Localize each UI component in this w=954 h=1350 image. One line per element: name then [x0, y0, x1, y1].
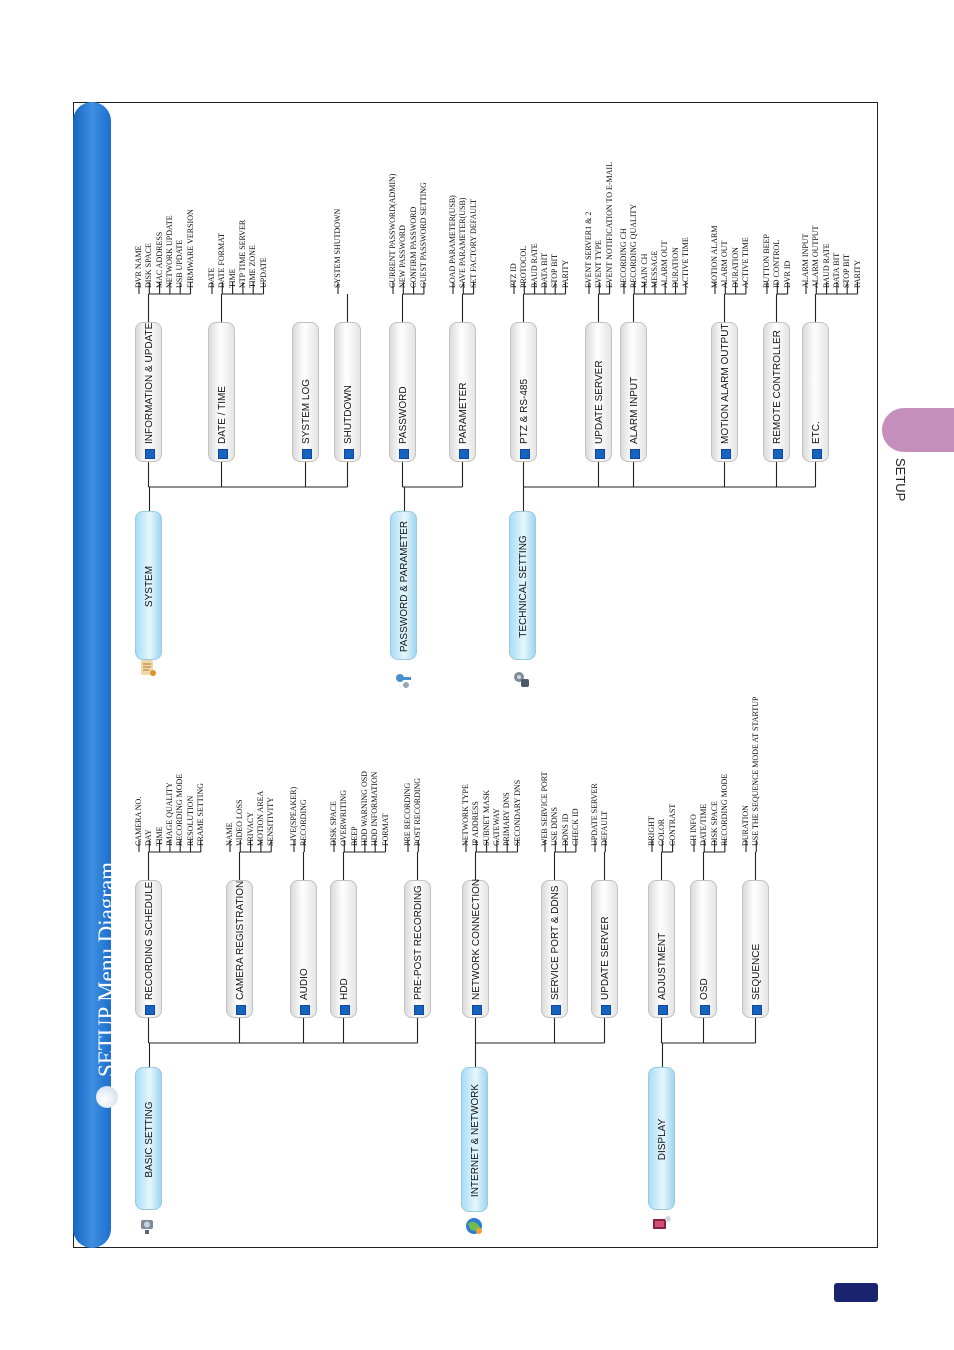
group-service-port-ddns [541, 880, 568, 1018]
leaf-label: MESSAGE [649, 250, 659, 288]
leaf-label: HDD WARNING OSD [359, 771, 369, 846]
group-label: INFORMATION & UPDATE [144, 322, 155, 444]
leaf-label: OVERWRITING [339, 790, 349, 846]
leaf-label: MOTION ALARM [710, 225, 719, 288]
leaf-item [388, 173, 398, 288]
leaf-label: LIVE(SPEAKER) [289, 786, 298, 846]
leaf-item [550, 807, 560, 846]
leaf-item [719, 773, 730, 846]
leaf-label: PRIVACY [245, 811, 255, 846]
leaf-label: ID CONTROL [772, 239, 782, 288]
leaf-label: COLOR [657, 818, 667, 846]
leaf-label: TIME [154, 826, 164, 846]
group-update-server [585, 322, 612, 462]
group-label: DATE / TIME [217, 386, 228, 444]
leaf-label: DVR ID [782, 260, 792, 288]
leaf-label: FRAME SETTING [195, 783, 205, 846]
leaf-label: DATE [207, 267, 216, 288]
group-label: NETWORK CONNECTION [471, 878, 482, 1000]
group-information-update [135, 322, 162, 462]
group-label: PASSWORD [398, 386, 409, 444]
leaf-label: SYSTEM SHUTDOWN [333, 208, 342, 288]
leaf-label: SAVE PARAMETER(USB) [458, 197, 468, 288]
leaf-label: ACTIVE TIME [740, 237, 750, 288]
leaf-item [329, 801, 339, 846]
camera-icon [137, 1214, 159, 1236]
document-icon [137, 657, 159, 679]
leaf-item [195, 783, 206, 846]
leaf-item [134, 796, 144, 846]
leaf-label: POST RECORDING [413, 777, 423, 846]
leaf-item [670, 247, 681, 288]
leaf-item [584, 211, 594, 288]
group-bullet-icon [551, 1005, 561, 1015]
group-label: OSD [699, 978, 710, 1000]
leaf-label: GATEWAY [491, 808, 501, 846]
leaf-label: PRE RECORDING [403, 782, 412, 846]
leaf-label: ALARM OUT [720, 240, 730, 288]
leaf-label: FORMAT [380, 813, 390, 846]
leaf-item [604, 162, 615, 288]
leaf-label: MOTION AREA [255, 790, 265, 846]
leaf-label: STOP BIT [550, 253, 560, 288]
leaf-label: NTP TIME SERVER [237, 219, 247, 288]
leaf-item [144, 243, 154, 288]
leaf-label: NEW PASSWORD [398, 225, 408, 288]
group-bullet-icon [721, 449, 731, 459]
group-ptz-rs-485 [510, 322, 537, 462]
group-osd [690, 880, 717, 1018]
leaf-label: UPDATE SERVER [590, 783, 599, 846]
group-bullet-icon [773, 449, 783, 459]
leaf-item [154, 231, 165, 288]
leaf-item [164, 782, 175, 846]
leaf-label: BEEP [349, 826, 359, 846]
leaf-item [398, 225, 408, 288]
leaf-label: GUEST PASSWORD SETTING [418, 182, 428, 288]
group-bullet-icon [145, 449, 155, 459]
leaf-label: LOAD PARAMETER(USB) [448, 195, 457, 288]
group-motion-alarm-output [711, 322, 738, 462]
leaf-item [207, 267, 217, 288]
leaf-item [164, 215, 175, 288]
leaf-label: VIDEO LOSS [235, 799, 245, 846]
group-update-server [591, 880, 618, 1018]
leaf-item [225, 822, 235, 846]
leaf-label: RECORDING [299, 799, 309, 846]
group-label: PARAMETER [458, 382, 469, 444]
leaf-item [289, 786, 299, 846]
leaf-item [709, 801, 720, 846]
leaf-label: RESOLUTION [185, 795, 195, 846]
leaf-item [258, 257, 269, 288]
leaf-label: ALARM OUTPUT [811, 225, 821, 288]
leaf-item [590, 783, 600, 846]
group-label: AUDIO [299, 968, 310, 1000]
leaf-label: MAIN CH [639, 253, 649, 288]
group-label: REMOTE CONTROLLER [772, 330, 783, 444]
leaf-label: CONTRAST [667, 803, 677, 846]
leaf-item [540, 771, 550, 846]
category-display [648, 1067, 675, 1210]
leaf-item [741, 805, 751, 846]
category-technical-setting [509, 511, 536, 660]
setup-section-label: SETUP [893, 458, 908, 502]
leaf-item [639, 253, 650, 288]
leaf-label: WEB SERVICE PORT [540, 771, 549, 846]
leaf-item [699, 803, 709, 846]
leaf-label: DISK SPACE [709, 801, 719, 846]
leaf-item [660, 240, 670, 288]
leaf-item [448, 195, 458, 288]
leaf-label: TIME ZONE [248, 245, 258, 288]
leaf-label: PARITY [560, 259, 570, 288]
group-adjustment [648, 880, 675, 1018]
leaf-item [801, 233, 811, 288]
group-remote-controller [763, 322, 790, 462]
leaf-label: STOP BIT [842, 253, 852, 288]
leaf-item [751, 696, 761, 846]
leaf-item [266, 797, 276, 846]
group-bullet-icon [300, 1005, 310, 1015]
monitor-icon [650, 1214, 672, 1236]
leaf-item [560, 259, 571, 288]
leaf-label: ALARM OUT [660, 240, 670, 288]
key-icon [392, 669, 414, 691]
leaf-item [359, 771, 370, 846]
leaf-item [720, 240, 730, 288]
group-etc [802, 322, 829, 462]
group-label: SHUTDOWN [343, 385, 354, 444]
group-label: PTZ & RS-485 [519, 378, 530, 444]
leaf-label: RECORDING MODE [175, 773, 185, 846]
leaf-label: BAUD RATE [821, 243, 831, 288]
leaf-item [248, 245, 258, 288]
group-label: ETC. [811, 421, 822, 444]
leaf-label: NETWORK UPDATE [164, 215, 174, 288]
leaf-label: BAUD RATE [529, 243, 539, 288]
leaf-item [461, 784, 471, 846]
leaf-label: BUTTON BEEP [762, 234, 771, 288]
leaf-label: DURATION [741, 805, 750, 846]
group-bullet-icon [340, 1005, 350, 1015]
leaf-label: IMAGE QUALITY [164, 782, 174, 846]
leaf-item [227, 268, 238, 288]
leaf-item [594, 240, 604, 288]
leaf-label: DISK SPACE [329, 801, 338, 846]
leaf-item [185, 795, 196, 846]
leaf-item [560, 813, 571, 846]
group-bullet-icon [302, 449, 312, 459]
leaf-label: UPDATE [258, 257, 268, 288]
leaf-item [481, 789, 492, 846]
group-label: MOTION ALARM OUTPUT [720, 323, 731, 444]
leaf-item [413, 777, 423, 846]
leaf-item [471, 801, 481, 846]
leaf-item [468, 198, 479, 288]
leaf-item [491, 808, 502, 846]
leaf-label: CAMERA NO. [134, 796, 143, 846]
leaf-label: DEFAULT [600, 810, 610, 846]
leaf-label: EVENT TYPE [594, 240, 604, 288]
leaf-item [349, 826, 360, 846]
leaf-label: PROTOCOL [519, 245, 529, 288]
group-bullet-icon [700, 1005, 710, 1015]
group-label: SEQUENCE [751, 943, 762, 1000]
category-system [135, 511, 162, 660]
group-date-time [208, 322, 235, 462]
group-label: SERVICE PORT & DDNS [550, 885, 561, 1000]
group-password [389, 322, 416, 462]
leaf-item [235, 799, 245, 846]
leaf-label: USB UPDATE [175, 239, 185, 288]
leaf-label: CURRENT PASSWORD(ADMIN) [388, 173, 397, 288]
group-bullet-icon [472, 1005, 482, 1015]
leaf-label: DISK SPACE [144, 243, 154, 288]
leaf-item [740, 237, 751, 288]
leaf-label: SENSITIVITY [266, 797, 276, 846]
group-alarm-input [620, 322, 647, 462]
category-label: DISPLAY [657, 1118, 668, 1161]
leaf-label: DDNS ID [560, 813, 570, 846]
leaf-label: RECORDING QUALITY [629, 203, 639, 288]
leaf-label: RECORDING CH [619, 228, 628, 288]
leaf-label: DATE FORMAT [217, 233, 227, 288]
group-bullet-icon [601, 1005, 611, 1015]
leaf-label: SECONDARY DNS [512, 779, 522, 846]
leaf-item [299, 799, 309, 846]
leaf-label: MAC ADDRESS [154, 231, 164, 288]
leaf-item [458, 197, 468, 288]
leaf-item [255, 790, 266, 846]
group-audio [290, 880, 317, 1018]
group-camera-registration [226, 880, 253, 1018]
leaf-label: DATA BIT [539, 252, 549, 288]
leaf-label: ACTIVE TIME [680, 237, 690, 288]
leaf-item [570, 808, 581, 846]
category-label: INTERNET & NETWORK [470, 1083, 481, 1198]
leaf-label: SUBNET MASK [481, 789, 491, 846]
group-network-connection [462, 880, 489, 1018]
leaf-item [811, 225, 821, 288]
leaf-item [502, 792, 512, 846]
leaf-item [175, 239, 185, 288]
group-bullet-icon [218, 449, 228, 459]
group-bullet-icon [236, 1005, 246, 1015]
group-bullet-icon [630, 449, 640, 459]
leaf-item [175, 773, 185, 846]
leaf-item [370, 771, 380, 846]
leaf-label: DURATION [670, 247, 680, 288]
leaf-item [772, 239, 782, 288]
leaf-item [647, 816, 657, 846]
leaf-item [600, 810, 610, 846]
leaf-label: USE THE SEQUENCE MODE AT STARTUP [751, 696, 761, 846]
leaf-label: TIME [227, 268, 237, 288]
leaf-item [418, 182, 429, 288]
leaf-item [821, 243, 832, 288]
group-label: UPDATE SERVER [594, 360, 605, 444]
leaf-item [667, 803, 678, 846]
leaf-label: DATA BIT [831, 252, 841, 288]
leaf-label: CH INFO [689, 814, 698, 846]
leaf-item [408, 206, 419, 288]
category-label: PASSWORD & PARAMETER [399, 520, 410, 653]
leaf-item [509, 263, 519, 288]
leaf-item [333, 208, 343, 288]
group-label: RECORDING SCHEDULE [144, 881, 155, 1000]
group-label: HDD [339, 978, 350, 1000]
leaf-label: RECORDING MODE [719, 773, 729, 846]
group-label: ADJUSTMENT [657, 932, 668, 1000]
leaf-label: CHECK ID [570, 808, 580, 846]
group-parameter [449, 322, 476, 462]
group-bullet-icon [752, 1005, 762, 1015]
category-label: BASIC SETTING [144, 1101, 155, 1178]
leaf-item [782, 260, 793, 288]
leaf-item [539, 252, 550, 288]
leaf-item [730, 247, 741, 288]
leaf-label: PRIMARY DNS [502, 792, 512, 846]
group-sequence [742, 880, 769, 1018]
leaf-label: FIRMWARE VERSION [185, 209, 195, 288]
leaf-label: NETWORK TYPE [461, 784, 470, 846]
leaf-item [403, 782, 413, 846]
group-label: ALARM INPUT [629, 376, 640, 444]
leaf-item [380, 813, 391, 846]
group-bullet-icon [344, 449, 354, 459]
leaf-item [134, 245, 144, 288]
category-password-parameter [390, 511, 417, 660]
category-label: SYSTEM [144, 565, 155, 608]
leaf-label: HDD INFORMATION [370, 771, 380, 846]
group-bullet-icon [595, 449, 605, 459]
leaf-item [154, 826, 165, 846]
leaf-item [185, 209, 196, 288]
group-label: UPDATE SERVER [600, 916, 611, 1000]
leaf-item [217, 233, 227, 288]
leaf-label: DATE/TIME [699, 803, 709, 846]
leaf-label: DURATION [730, 247, 740, 288]
group-label: PRE-POST RECORDING [413, 885, 424, 1000]
group-bullet-icon [459, 449, 469, 459]
group-recording-schedule [135, 880, 162, 1018]
leaf-item [245, 811, 256, 846]
leaf-label: CONFIRM PASSWORD [408, 206, 418, 288]
group-bullet-icon [399, 449, 409, 459]
category-internet-network [461, 1067, 488, 1212]
leaf-label: USE DDNS [550, 807, 560, 846]
category-label: TECHNICAL SETTING [518, 535, 529, 638]
category-basic-setting [135, 1067, 162, 1210]
leaf-item [680, 237, 691, 288]
leaf-item [831, 252, 842, 288]
group-bullet-icon [520, 449, 530, 459]
group-label: CAMERA REGISTRATION [235, 880, 246, 1000]
group-label: SYSTEM LOG [301, 378, 312, 444]
leaf-label: DVR NAME [134, 245, 143, 288]
leaf-item [512, 779, 523, 846]
leaf-item [657, 818, 667, 846]
group-bullet-icon [414, 1005, 424, 1015]
leaf-label: NAME [225, 822, 234, 846]
leaf-label: ALARM INPUT [801, 233, 810, 288]
leaf-item [619, 228, 629, 288]
globe-icon [463, 1215, 485, 1237]
group-system-log [292, 322, 319, 462]
group-bullet-icon [145, 1005, 155, 1015]
leaf-label: PTZ ID [509, 263, 518, 288]
leaf-item [762, 234, 772, 288]
leaf-item [550, 253, 560, 288]
group-pre-post-recording [404, 880, 431, 1018]
wrench-icon [511, 669, 533, 691]
leaf-item [519, 245, 529, 288]
page-title: SETUP Menu Diagram [94, 861, 119, 1077]
leaf-label: IP ADDRESS [471, 801, 481, 846]
group-bullet-icon [658, 1005, 668, 1015]
leaf-label: DAY [144, 829, 154, 846]
leaf-item [710, 225, 720, 288]
leaf-item [339, 790, 349, 846]
leaf-item [144, 829, 154, 846]
leaf-item [689, 814, 699, 846]
leaf-item [237, 219, 248, 288]
leaf-label: BRIGHT [647, 816, 656, 846]
group-bullet-icon [812, 449, 822, 459]
leaf-item [852, 259, 863, 288]
group-hdd [330, 880, 357, 1018]
leaf-item [842, 253, 852, 288]
leaf-item [649, 250, 660, 288]
leaf-label: SET FACTORY DEFAULT [468, 198, 478, 288]
leaf-label: PARITY [852, 259, 862, 288]
leaf-item [529, 243, 540, 288]
group-shutdown [334, 322, 361, 462]
leaf-label: EVENT SERVER1 & 2 [584, 211, 593, 288]
leaf-label: EVENT NOTIFICATION TO E-MAIL [604, 162, 614, 288]
leaf-item [629, 203, 639, 288]
